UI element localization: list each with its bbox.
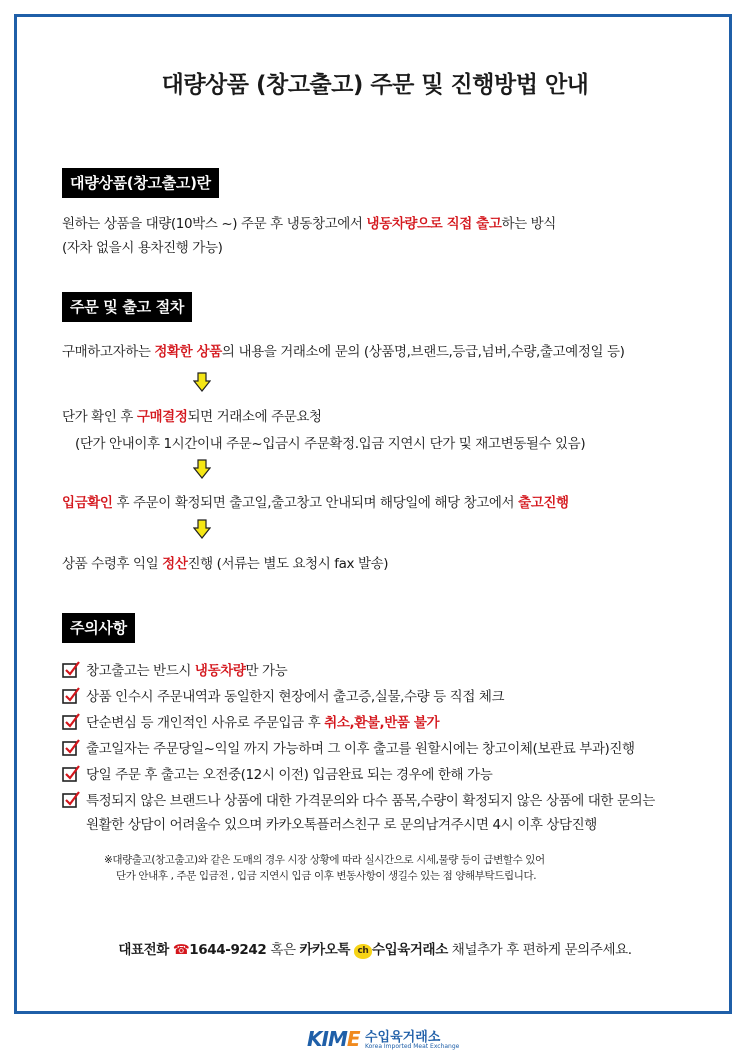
procedure-step-2-note: (단가 안내이후 1시간이내 주문~입금시 주문확정.입금 지연시 단가 및 재고변동될수 있음) bbox=[75, 436, 586, 452]
procedure-step-3: 입금확인 후 주문이 확정되면 출고일,출고창고 안내되며 해당일에 해당 창고에서 출고진행 bbox=[62, 495, 569, 511]
section-heading-bulk: 대량상품(창고출고)란 bbox=[62, 168, 219, 198]
caution-item-4: 출고일자는 주문당일~익일 까지 가능하며 그 이후 출고를 원할시에는 창고이체(보관료 부과)진행 bbox=[62, 737, 635, 757]
down-arrow-icon bbox=[193, 372, 211, 392]
logo-english-name: Korea Imported Meat Exchange bbox=[365, 1043, 460, 1050]
bulk-description: 원하는 상품을 대량(10박스 ~) 주문 후 냉동창고에서 냉동차량으로 직접 출고하는 방식 bbox=[62, 216, 556, 232]
procedure-step-4: 상품 수령후 익일 정산진행 (서류는 별도 요청시 fax 발송) bbox=[62, 556, 389, 572]
caution-item-5: 당일 주문 후 출고는 오전중(12시 이전) 입금완료 되는 경우에 한해 가능 bbox=[62, 763, 492, 783]
kime-logo bbox=[307, 1027, 460, 1053]
caution-item-6-continued: 원활한 상담이 어려울수 있으며 카카오톡플러스친구 로 문의남겨주시면 4시 이후 상담진행 bbox=[86, 817, 597, 833]
down-arrow-icon bbox=[193, 459, 211, 479]
bulk-description-note: (자차 없을시 용차진행 가능) bbox=[62, 240, 223, 256]
checkbox-checked-icon bbox=[62, 791, 80, 809]
notice-line-1: ※대량출고(창고출고)와 같은 도매의 경우 시장 상황에 따라 실시간으로 시세,물량 등이 급변할수 있어 bbox=[104, 854, 545, 866]
kakao-channel-icon: ch bbox=[354, 944, 372, 959]
notice-line-2: 단가 안내후 , 주문 입금전 , 입금 지연시 입금 이후 변동사항이 생길수 있는 점 양해부탁드립니다. bbox=[116, 870, 537, 882]
kakao-channel-name[interactable]: 수입육거래소 bbox=[371, 942, 448, 958]
checkbox-checked-icon bbox=[62, 713, 80, 731]
checkbox-checked-icon bbox=[62, 661, 80, 679]
logo-wordmark: KIME bbox=[307, 1027, 360, 1051]
phone-icon: ☎ bbox=[172, 942, 190, 958]
caution-item-6: 특정되지 않은 브랜드나 상품에 대한 가격문의와 다수 품목,수량이 확정되지 않은 상품에 대한 문의는 bbox=[62, 789, 655, 809]
page-title: 대량상품 (창고출고) 주문 및 진행방법 안내 bbox=[161, 72, 589, 98]
contact-label: 대표전화 bbox=[118, 942, 169, 958]
checkbox-checked-icon bbox=[62, 739, 80, 757]
caution-item-2: 상품 인수시 주문내역과 동일한지 현장에서 출고증,실물,수량 등 직접 체크 bbox=[62, 685, 504, 705]
contact-line: 대표전화 ☎1644-9242 혹은 카카오톡 ch 수입육거래소 채널추가 후 편하게 문의주세요. bbox=[118, 942, 632, 958]
kakaotalk-label: 카카오톡 bbox=[299, 942, 351, 958]
caution-item-3: 단순변심 등 개인적인 사유로 주문입금 후 취소,환불,반품 불가 bbox=[62, 711, 439, 731]
section-heading-cautions: 주의사항 bbox=[62, 613, 135, 643]
checkbox-checked-icon bbox=[62, 687, 80, 705]
procedure-step-2: 단가 확인 후 구매결정되면 거래소에 주문요청 bbox=[62, 409, 322, 425]
checkbox-checked-icon bbox=[62, 765, 80, 783]
caution-item-1: 창고출고는 반드시 냉동차량만 가능 bbox=[62, 659, 287, 679]
section-heading-procedure: 주문 및 출고 절차 bbox=[62, 292, 192, 322]
procedure-step-1: 구매하고자하는 정확한 상품의 내용을 거래소에 문의 (상품명,브랜드,등급,넘버,수량,출고예정일 등) bbox=[62, 344, 625, 360]
phone-number[interactable]: 1644-9242 bbox=[189, 942, 267, 958]
logo-korean-name: 수입육거래소 bbox=[365, 1030, 441, 1045]
down-arrow-icon bbox=[193, 519, 211, 539]
